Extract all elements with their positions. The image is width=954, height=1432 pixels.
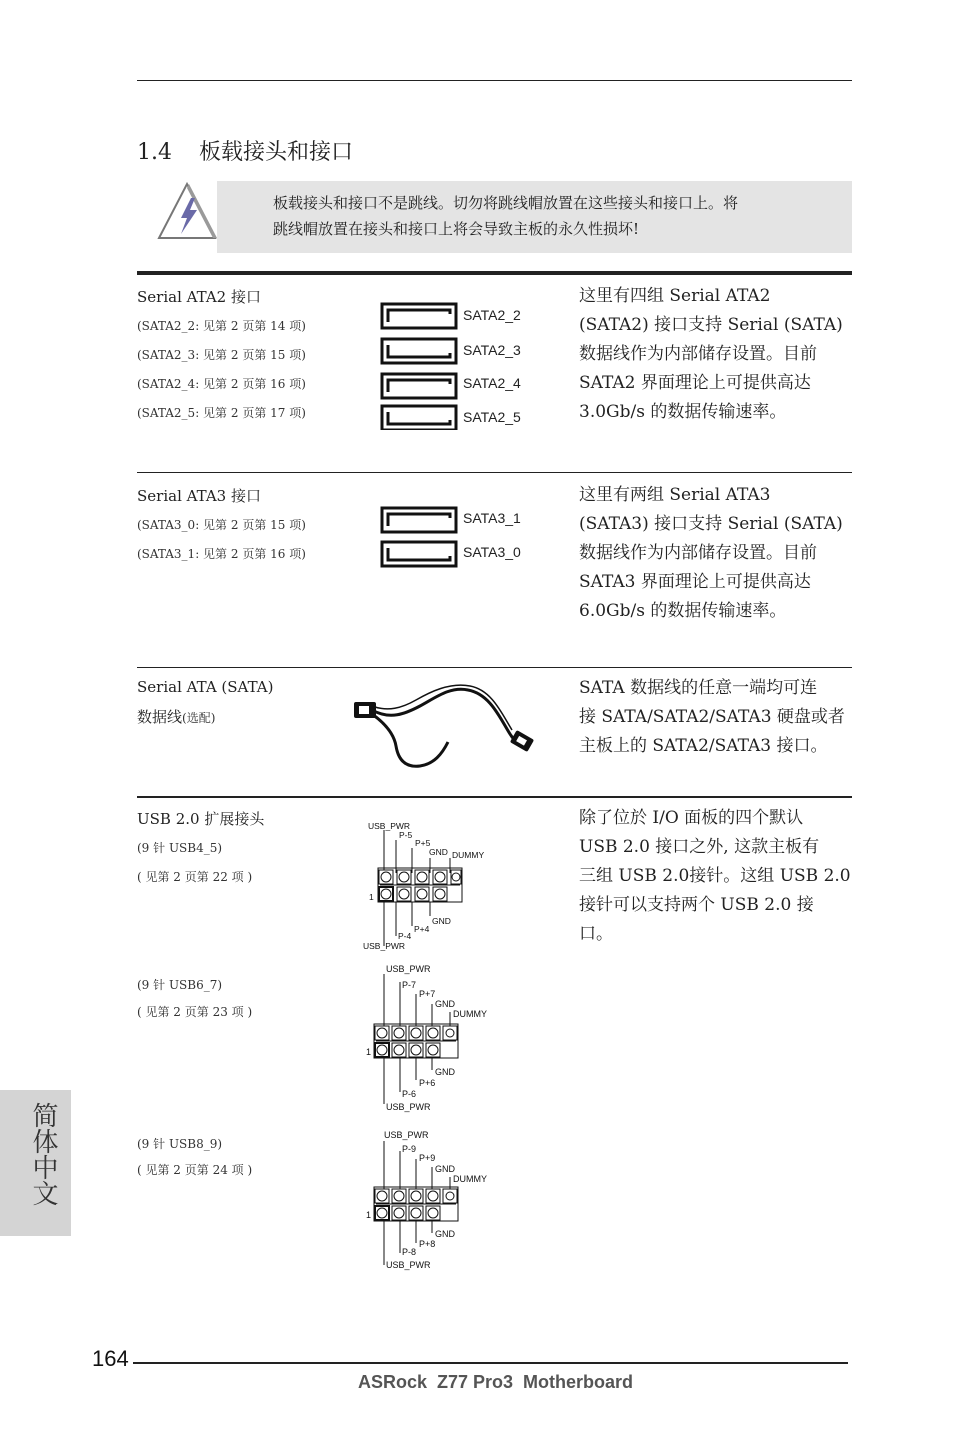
pin-label: GND [435,1164,455,1174]
sata2-ref: (SATA2_4: 见第 2 页第 16 项) [137,377,306,391]
pin-label: DUMMY [453,1174,487,1184]
pin-label: P+9 [419,1153,436,1163]
pin-one-marker: 1 [366,1210,372,1220]
sata3-ref: (SATA3_0: 见第 2 页第 15 项) [137,518,306,532]
sata-port-icon [382,542,456,566]
usb-header-diagram [362,960,502,1114]
pin-label: GND [432,916,451,926]
pin-label: P+7 [419,989,436,999]
sata2-port-label: SATA2_5 [463,409,521,425]
sata3-port-label: SATA3_0 [463,544,521,560]
pin-one-marker: 1 [366,1047,372,1057]
sata-port-icon [382,508,456,532]
usb-header-ref: ( 见第 2 页第 24 项 ) [137,1163,253,1177]
sata-port-icon [382,406,456,430]
pin-label: P-4 [398,931,412,941]
usb-header-ref: ( 见第 2 页第 22 项 ) [137,870,253,884]
pin-label: DUMMY [453,1009,487,1019]
pin-label: GND [429,847,448,857]
pin-label: P-6 [402,1089,417,1099]
pin-label: P-9 [402,1144,417,1154]
pin-label: P+5 [415,838,431,848]
sata-port-icon [382,374,456,398]
page-number: 164 [92,1346,129,1371]
section-number: 1.4 [137,140,172,165]
pin-label: USB_PWR [384,1130,429,1140]
sata3-ref: (SATA3_1: 见第 2 页第 16 项) [137,547,306,561]
warning-text-line2: 跳线帽放置在接头和接口上将会导致主板的永久性损坏! [273,220,640,238]
usb-header-diagram [360,818,500,956]
section-divider [137,472,852,473]
sata2-ref: (SATA2_2: 见第 2 页第 14 项) [137,319,306,333]
sata2-connector-diagram [380,302,460,430]
sata2-title: Serial ATA2 接口 [137,288,261,306]
pin-label: P-5 [399,830,413,840]
usb-header-ref: ( 见第 2 页第 23 项 ) [137,1005,253,1019]
section-heading [137,135,353,166]
side-tab-label: 简体中文 [28,1102,58,1206]
pin-label: P-7 [402,980,417,990]
pin-label: USB_PWR [386,1260,431,1270]
sata3-connector-diagram [380,506,460,568]
cable-title: Serial ATA (SATA) [137,678,274,696]
section-divider [137,667,852,668]
pin-label: GND [435,1229,455,1239]
sata-port-icon [382,339,456,363]
cable-description: SATA 数据线的任意一端均可连 接 SATA/SATA2/SATA3 硬盘或者 主板上的 SATA2/SATA3 接口。 [579,678,845,756]
sata2-description: 这里有四组 Serial ATA2 (SATA2) 接口支持 Serial (SATA) 数据线作为内部储存设置。目前 SATA2 界面理论上可提供高达 3.0Gb/s 的数据传输速率。 [579,286,843,422]
sata2-ref: (SATA2_3: 见第 2 页第 15 项) [137,348,306,362]
footer-product: ASRock Z77 Pro3 Motherboard [358,1372,634,1392]
pin-label: GND [435,999,455,1009]
pin-label: USB_PWR [368,821,411,831]
sata2-port-label: SATA2_4 [463,375,521,391]
usb-description: 除了位於 I/O 面板的四个默认 USB 2.0 接口之外, 这款主板有 三组 USB 2.0接针。这组 USB 2.0 接针可以支持两个 USB 2.0 接 口。 [579,808,851,944]
pin-label: DUMMY [452,850,485,860]
pin-label: USB_PWR [386,1102,431,1112]
sata-port-icon [382,304,456,328]
sata3-description: 这里有两组 Serial ATA3 (SATA3) 接口支持 Serial (SATA) 数据线作为内部储存设置。目前 SATA3 界面理论上可提供高达 6.0Gb/s 的数据传输速率。 [579,485,843,621]
warning-icon [155,180,219,242]
warning-text-line1: 板载接头和接口不是跳线。切勿将跳线帽放置在这些接头和接口上。将 [273,194,739,212]
sata2-ref: (SATA2_5: 见第 2 页第 17 项) [137,406,306,420]
sata2-port-label: SATA2_2 [463,307,521,323]
usb-title: USB 2.0 扩展接头 [137,810,265,828]
pin-label: P+8 [419,1239,436,1249]
sata3-title: Serial ATA3 接口 [137,487,261,505]
thick-divider [137,796,852,798]
section-title: 板载接头和接口 [199,140,354,165]
pin-label: USB_PWR [363,941,406,951]
thick-divider [137,271,852,275]
sata2-port-label: SATA2_3 [463,342,521,358]
usb-header-pins: (9 针 USB6_7) [137,978,223,992]
pin-one-marker: 1 [369,892,374,902]
pin-label: USB_PWR [386,964,431,974]
pin-label: GND [435,1067,455,1077]
usb-header-pins: (9 针 USB4_5) [137,841,223,855]
pin-label: P+4 [414,924,430,934]
sata-cable-image [350,684,540,774]
usb-header-diagram [362,1127,502,1273]
footer-rule [133,1362,848,1364]
pin-label: P+6 [419,1078,436,1088]
sata3-port-label: SATA3_1 [463,510,521,526]
pin-label: P-8 [402,1247,417,1257]
language-side-tab [0,1090,71,1236]
cable-title-line2: 数据线(选配) [137,708,216,726]
top-rule [137,80,852,81]
usb-header-pins: (9 针 USB8_9) [137,1137,223,1151]
